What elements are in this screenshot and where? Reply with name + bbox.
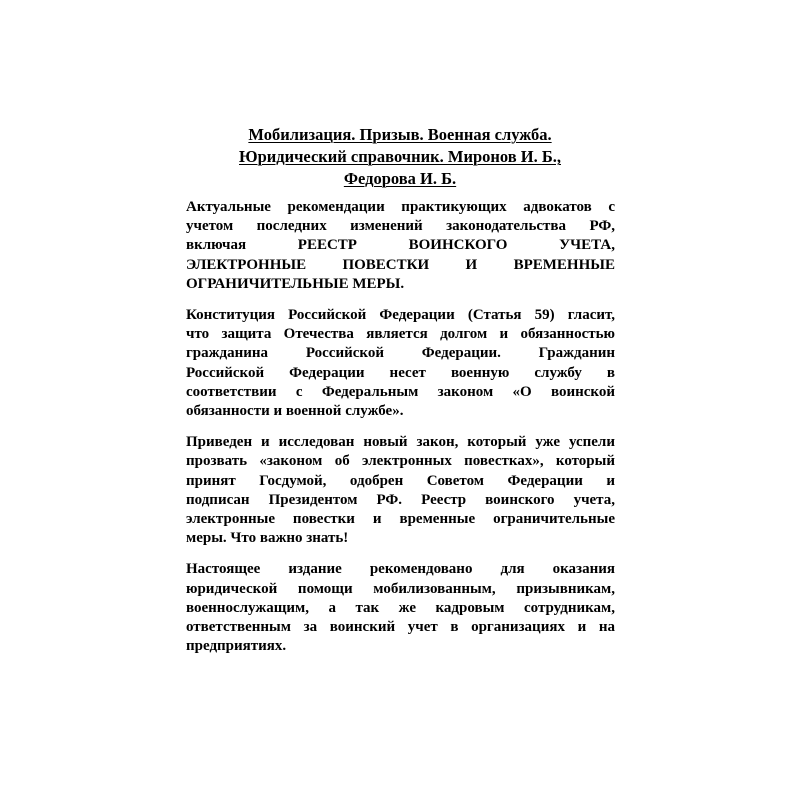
text-line: военнослужащим, а так же кадровым сотрудникам,	[186, 599, 615, 616]
text-line: ОГРАНИЧИТЕЛЬНЫЕ МЕРЫ.	[186, 275, 405, 292]
text-line: гражданина Российской Федерации. Гражданин	[186, 345, 615, 362]
text-line: предприятиях.	[186, 638, 287, 655]
text-line: принят Госдумой, одобрен Советом Федерации и	[186, 472, 615, 489]
title-line: Федорова И. Б.	[343, 169, 457, 188]
title-line: Юридический справочник. Миронов И. Б.,	[239, 147, 561, 166]
text-line: юридической помощи мобилизованным, призывникам,	[186, 580, 615, 597]
text-line: соответствии с Федеральным законом «О воинской	[186, 383, 615, 400]
document-title	[186, 124, 614, 190]
text-line: прозвать «законом об электронных повестках», который	[186, 453, 615, 470]
text-line: ответственным за воинский учет в организациях и на	[186, 619, 615, 636]
text-line: Актуальные рекомендации практикующих адвокатов с	[186, 199, 615, 215]
text-line: включая РЕЕСТР ВОИНСКОГО УЧЕТА,	[186, 237, 615, 254]
paragraph-new-law	[186, 433, 615, 548]
text-line: что защита Отечества является долгом и обязанностью	[186, 326, 615, 343]
text-line: ЭЛЕКТРОННЫЕ ПОВЕСТКИ И ВРЕМЕННЫЕ	[186, 256, 615, 273]
text-line: электронные повестки и временные ограничительные	[186, 511, 615, 528]
text-line: подписан Президентом РФ. Реестр воинского учета,	[186, 491, 615, 508]
paragraph-constitution	[186, 306, 615, 421]
text-line: Настоящее издание рекомендовано для оказания	[186, 561, 615, 578]
document-body	[186, 198, 615, 668]
text-line: учетом последних изменений законодательства РФ,	[186, 218, 615, 235]
text-line: Российской Федерации несет военную службу в	[186, 364, 615, 381]
text-line: меры. Что важно знать!	[186, 530, 349, 547]
paragraph-audience	[186, 560, 615, 656]
title-line: Мобилизация. Призыв. Военная служба.	[248, 125, 552, 144]
text-line: обязанности и военной службе».	[186, 403, 404, 420]
text-line: Приведен и исследован новый закон, который уже успели	[186, 434, 615, 451]
text-line: Конституция Российской Федерации (Статья 59) гласит,	[186, 307, 615, 324]
paragraph-intro	[186, 198, 615, 294]
